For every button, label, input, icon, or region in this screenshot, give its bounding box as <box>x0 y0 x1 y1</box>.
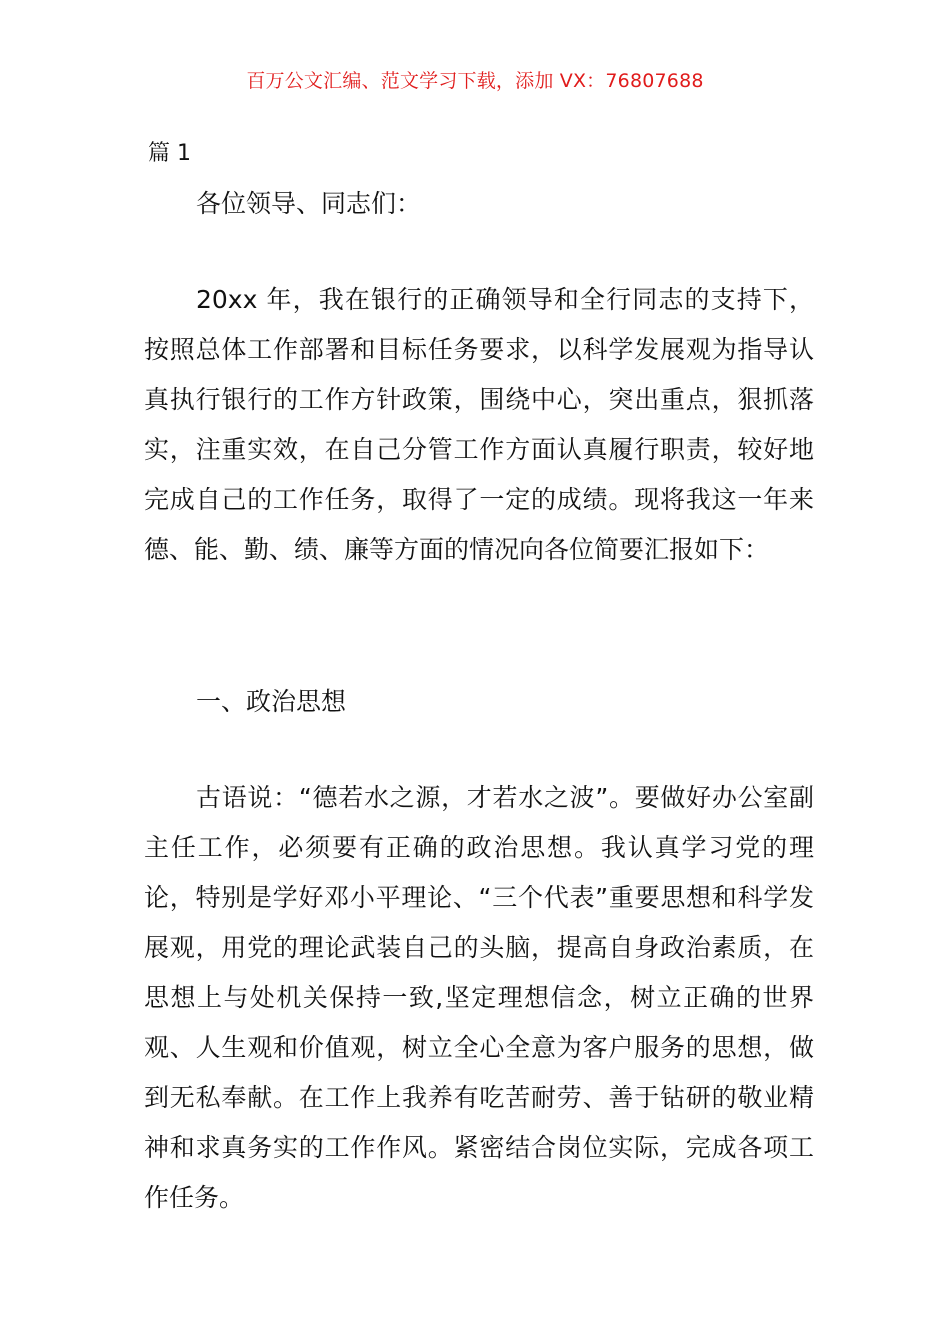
header-banner: 百万公文汇编、范文学习下载，添加 VX：76807688 <box>246 70 704 92</box>
paragraph-2: 古语说：“德若水之源，才若水之波”。要做好办公室副主任工作，必须要有正确的政治思想。我认真学习党的理论，特别是学好邓小平理论、“三个代表”重要思想和科学发展观，用党的理论武装自己的头脑，提高自身政治素质，在思想上与处机关保持一致,坚定理想信念，树立正确的世界观、人生观和价值观，树立全心全意为客户服务的思想，做到无私奉献。在工作上我养有吃苦耐劳、善于钻研的敬业精神和求真务实的工作作风。紧密结合岗位实际，完成各项工作任务。 <box>144 783 814 1212</box>
greeting: 各位领导、同志们： <box>196 189 422 218</box>
section-heading-political-thought: 一、政治思想 <box>196 687 347 716</box>
chapter-label: 篇 1 <box>148 141 191 166</box>
paragraph-1: 20xx 年，我在银行的正确领导和全行同志的支持下，按照总体工作部署和目标任务要求，以科学发展观为指导认真执行银行的工作方针政策，围绕中心，突出重点，狠抓落实，注重实效，在自己分管工作方面认真履行职责，较好地完成自己的工作任务，取得了一定的成绩。现将我这一年来德、能、勤、绩、廉等方面的情况向各位简要汇报如下： <box>144 285 814 564</box>
